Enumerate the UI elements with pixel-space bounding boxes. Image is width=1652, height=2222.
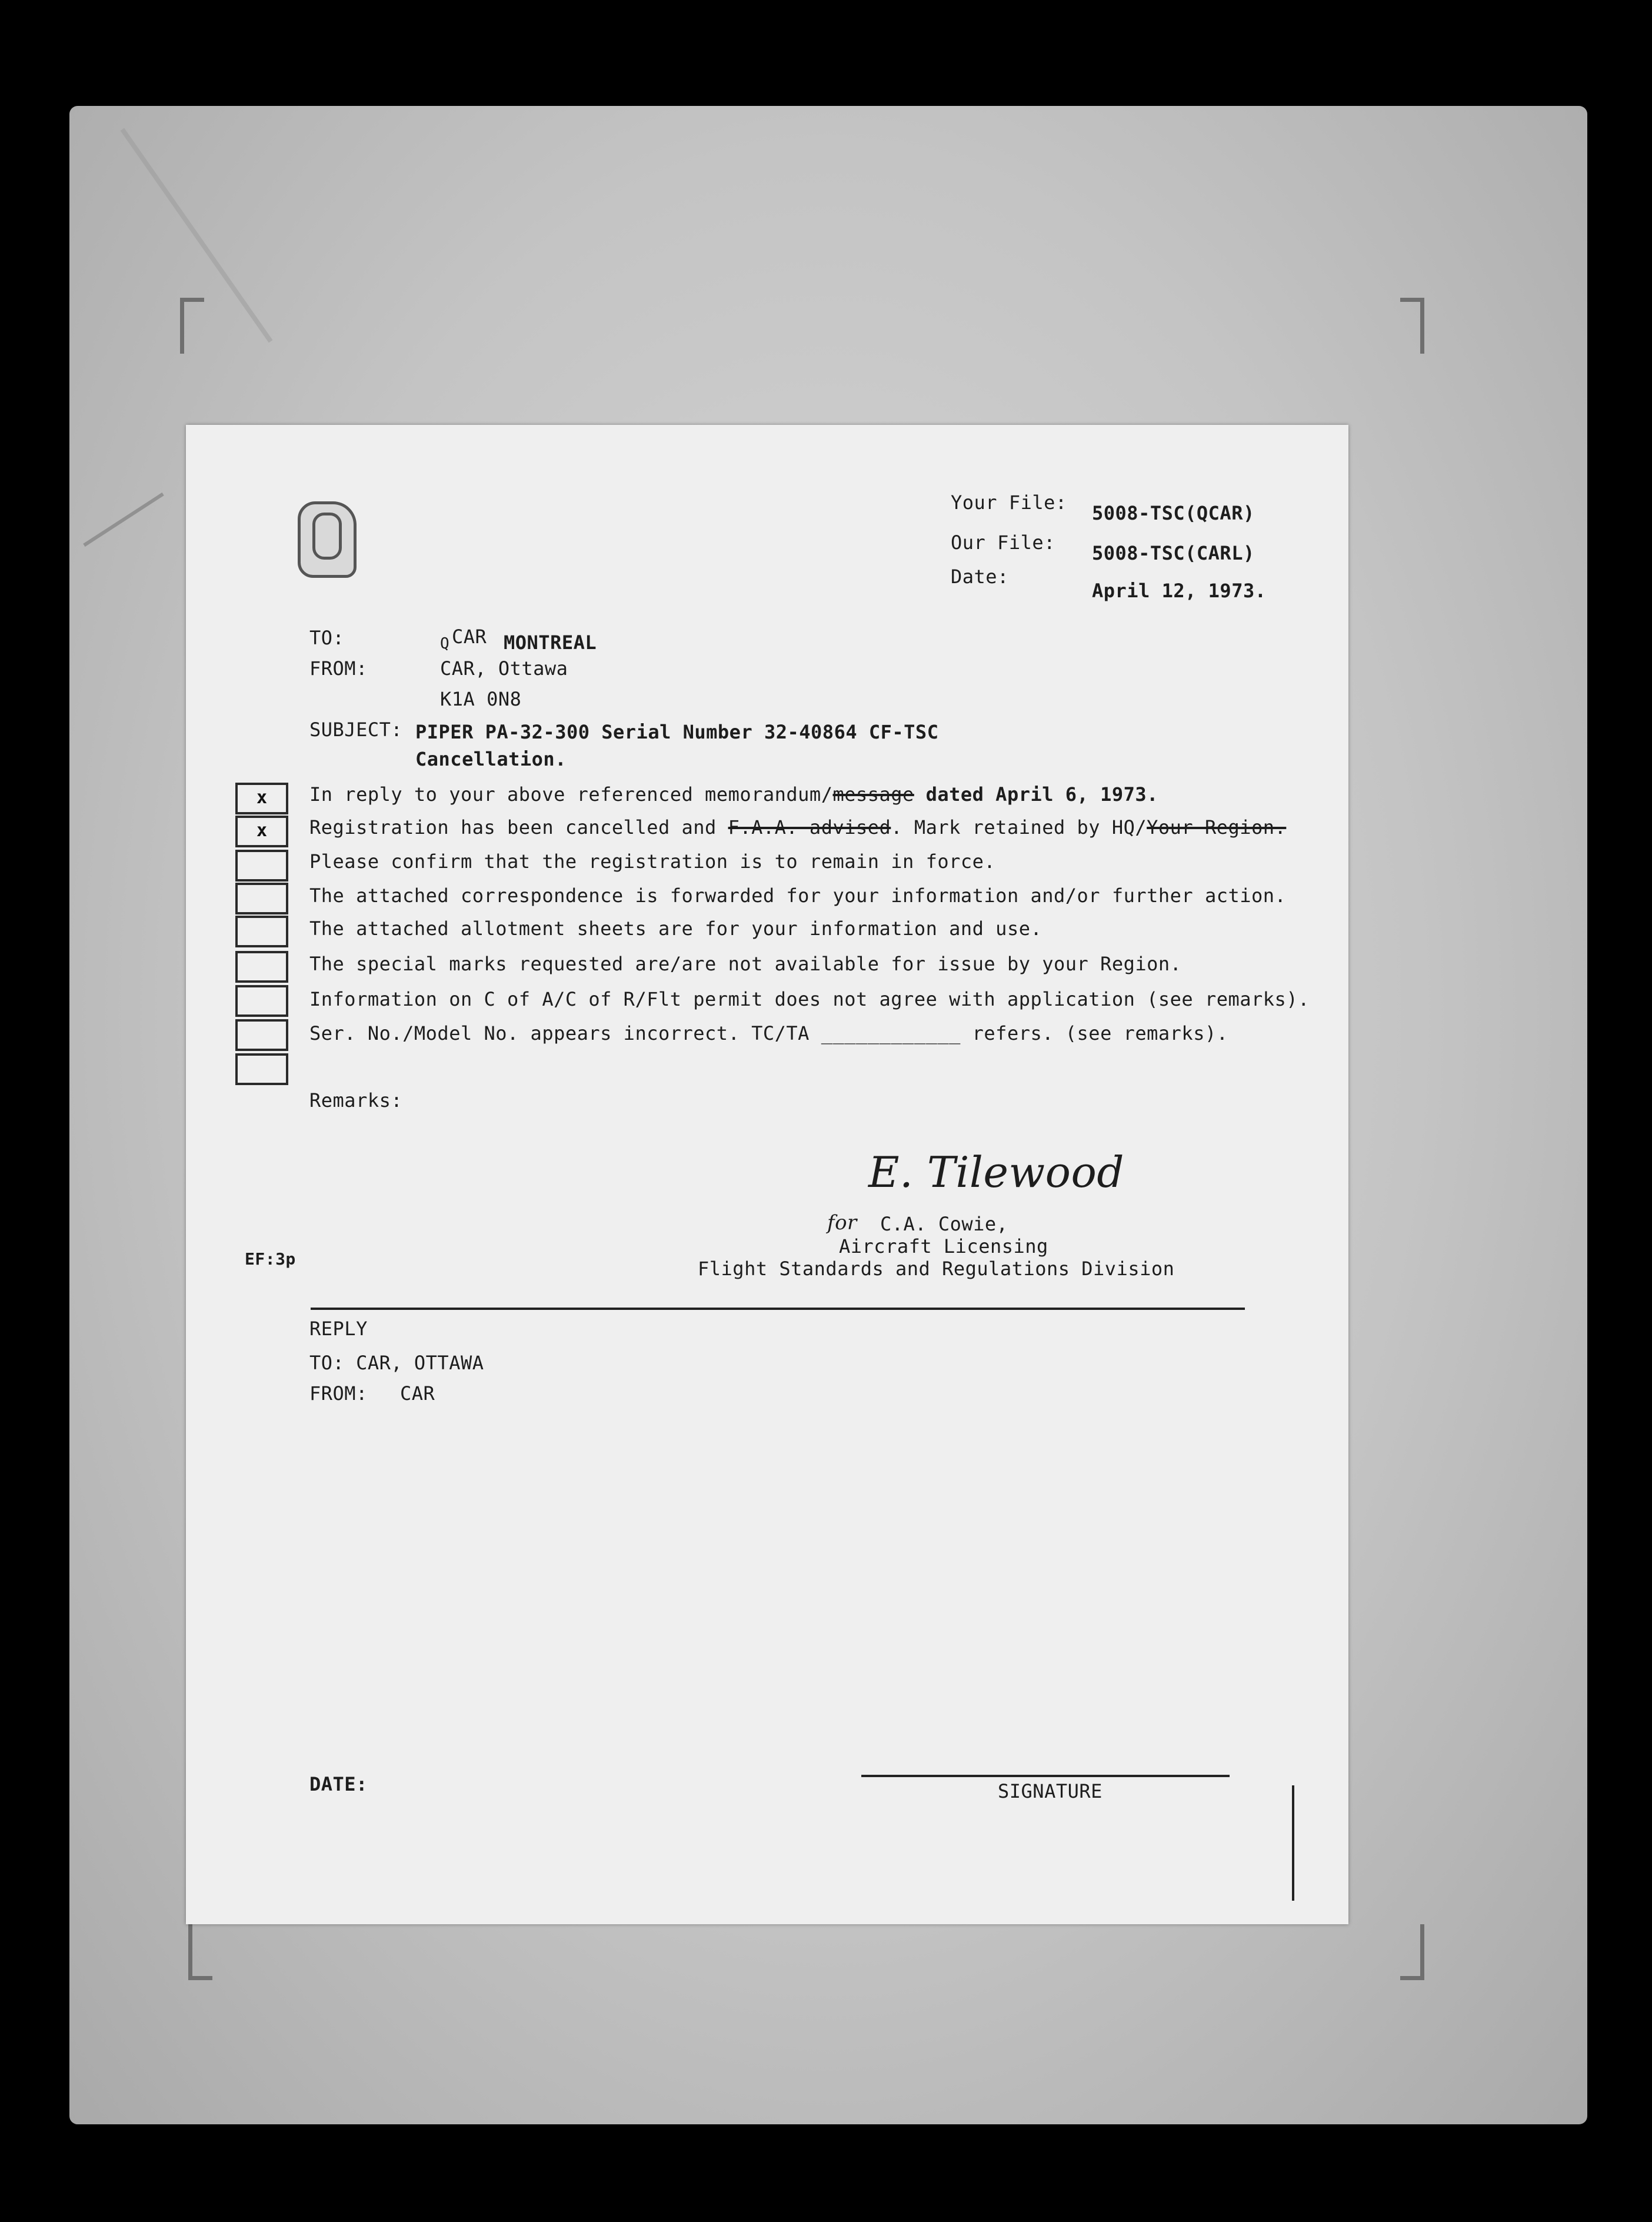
- checkbox-blank[interactable]: [235, 1053, 288, 1085]
- reply-to: TO: CAR, OTTAWA: [309, 1352, 484, 1374]
- signer-name: C.A. Cowie,: [880, 1213, 1008, 1235]
- checklist-item-allotment: The attached allotment sheets are for your information and use.: [309, 917, 1043, 940]
- to-value: CAR: [452, 626, 487, 648]
- checkbox-serial[interactable]: [235, 1019, 288, 1051]
- check-mark: x: [256, 787, 268, 808]
- reply-date-label: DATE:: [309, 1773, 368, 1795]
- checklist-item-correspondence: The attached correspondence is forwarded for your information and/or further action.: [309, 884, 1287, 907]
- checkbox-confirm[interactable]: [235, 850, 288, 882]
- your-file-value: 5008-TSC(QCAR): [1092, 502, 1255, 524]
- margin-stroke: [1292, 1785, 1294, 1901]
- checkbox-correspondence[interactable]: [235, 883, 288, 914]
- our-file-value: 5008-TSC(CARL): [1092, 542, 1255, 564]
- crop-mark-bottom-right: [1400, 1924, 1424, 1980]
- checklist-item-reply: In reply to your above referenced memorandum/message dated April 6, 1973.: [309, 783, 1158, 806]
- checklist-item-registration: Registration has been cancelled and F.A.A. advised. Mark retained by HQ/Your Region.: [309, 816, 1287, 839]
- your-file-label: Your File:: [951, 491, 1067, 514]
- reply-heading: REPLY: [309, 1318, 368, 1340]
- check-mark: x: [256, 820, 268, 841]
- checkbox-reply[interactable]: [235, 783, 288, 814]
- checklist-item-confirm: Please confirm that the registration is to remain in force.: [309, 850, 996, 873]
- remarks-label: Remarks:: [309, 1089, 403, 1112]
- to-city: MONTREAL: [504, 631, 597, 654]
- checkbox-information[interactable]: [235, 985, 288, 1017]
- checkbox-registration[interactable]: [235, 816, 288, 847]
- punched-stamp: [298, 501, 357, 578]
- date-value: April 12, 1973.: [1092, 580, 1267, 602]
- signer-title: Aircraft Licensing: [839, 1235, 1048, 1258]
- checkbox-allotment[interactable]: [235, 916, 288, 947]
- signature-initials: for: [827, 1211, 857, 1235]
- signer-division: Flight Standards and Regulations Division: [698, 1258, 1175, 1280]
- typist-reference: EF:3p: [245, 1249, 296, 1269]
- signature-label: SIGNATURE: [998, 1780, 1103, 1802]
- reply-from-value: CAR: [400, 1382, 435, 1405]
- handwritten-signature: E. Tilewood: [868, 1147, 1124, 1197]
- from-line2: K1A 0N8: [440, 688, 522, 710]
- signature-line: [861, 1775, 1230, 1777]
- crop-mark-bottom-left: [188, 1924, 212, 1980]
- reply-divider: [311, 1308, 1245, 1310]
- crop-mark-top-right: [1400, 298, 1424, 354]
- from-label: FROM:: [309, 657, 368, 680]
- from-line1: CAR, Ottawa: [440, 657, 568, 680]
- subject-label: SUBJECT:: [309, 719, 403, 741]
- checklist-item-information: Information on C of A/C of R/Flt permit does not agree with application (see remarks).: [309, 988, 1310, 1010]
- checklist-item-special-marks: The special marks requested are/are not available for issue by your Region.: [309, 953, 1182, 975]
- checkbox-special-marks[interactable]: [235, 951, 288, 983]
- to-label: TO:: [309, 627, 345, 649]
- date-label: Date:: [951, 566, 1009, 588]
- subject-line2: Cancellation.: [415, 748, 567, 770]
- our-file-label: Our File:: [951, 531, 1055, 554]
- subject-line1: PIPER PA-32-300 Serial Number 32-40864 CF-TSC: [415, 721, 939, 743]
- checklist-item-serial: Ser. No./Model No. appears incorrect. TC/TA ____________ refers. (see remarks).: [309, 1022, 1228, 1045]
- reply-from-label: FROM:: [309, 1382, 368, 1405]
- memo-sheet: [186, 425, 1348, 1924]
- crop-mark-top-left: [180, 298, 204, 354]
- to-prefix: Q: [440, 635, 450, 653]
